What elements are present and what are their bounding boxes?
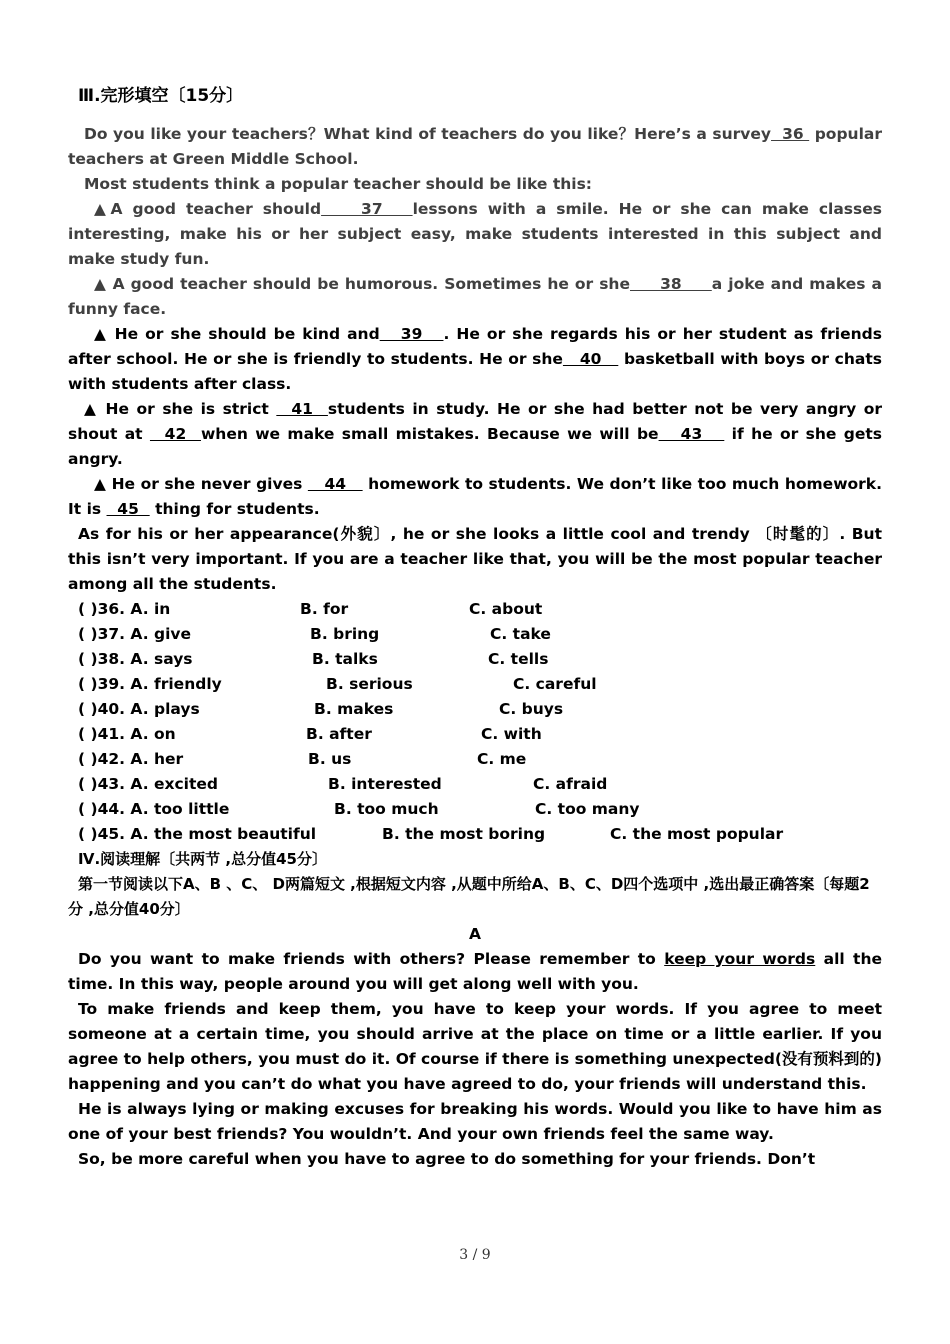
blank-38: 38: [629, 275, 712, 293]
blank-37: 37: [321, 200, 413, 218]
blank-39: 39: [379, 325, 444, 343]
cloze-bullet-3: ▲ He or she should be kind and 39 . He or she regards his or her student as friends after school. He or she is friendly to students. He or she 40 basketball with boys or chats with students after class.: [68, 325, 882, 393]
question-42: ( )42. A. her B. us C. me: [78, 750, 527, 768]
passage-a-paragraph-3: He is always lying or making excuses for breaking his words. Would you like to have him as one of your best friends? You wouldn’t. And your own friends feel the same way.: [68, 1100, 882, 1143]
blank-41: 41: [276, 400, 328, 418]
cloze-closing: As for his or her appearance(外貌〕, he or she looks a little cool and trendy 〔时髦的〕. But this isn’t very important. If you are a teacher like that, you will be the most popular teacher among all the students.: [68, 525, 882, 593]
cloze-intro: Do you like your teachers？What kind of teachers do you like？Here’s a survey 36 popular teachers at Green Middle School.: [68, 125, 882, 168]
blank-44: 44: [307, 475, 363, 493]
cloze-bullet-2: ▲ A good teacher should be humorous. Sometimes he or she 38 a joke and makes a funny face.: [68, 275, 882, 318]
question-36: ( )36. A. in B. for C. about: [78, 600, 543, 618]
question-options: [68, 597, 882, 847]
blank-36: 36: [771, 125, 810, 143]
passage-a-paragraph-1: Do you want to make friends with others? Please remember to keep your words all the time. In this way, people around you will get along well with you.: [68, 950, 883, 993]
cloze-bullet-4: ▲ He or she is strict 41 students in study. He or she had better not be very angry or shout at 42 when we make small mistakes. Because we will be 43 if he or she gets angry.: [68, 400, 883, 468]
section-4-instruction: 第一节阅读以下A、B 、C、 D两篇短文 ,根据短文内容 ,从题中所给A、B、C、D四个选项中 ,选出最正确答案〔每题2分 ,总分值40分〕: [68, 875, 870, 918]
passage-label: A: [469, 925, 481, 943]
cloze-bullet-1: ▲A good teacher should 37 lessons with a smile. He or she can make classes interesting, make his or her subject easy, make students interested in this subject and make study fun.: [68, 200, 882, 268]
question-45: ( )45. A. the most beautiful B. the most boring C. the most popular: [78, 825, 784, 843]
underlined-phrase: keep your words: [664, 950, 816, 968]
blank-40: 40: [562, 350, 619, 368]
question-43: ( )43. A. excited B. interested C. afraid: [78, 775, 608, 793]
blank-42: 42: [149, 425, 201, 443]
question-37: ( )37. A. give B. bring C. take: [78, 625, 551, 643]
cloze-bullet-5: ▲ He or she never gives 44 homework to students. We don’t like too much homework. It is 45 thing for students.: [68, 475, 882, 518]
question-41: ( )41. A. on B. after C. with: [78, 725, 542, 743]
blank-43: 43: [658, 425, 725, 443]
page-number: 3 / 9: [459, 1247, 491, 1263]
cloze-intro-2: Most students think a popular teacher should be like this:: [84, 175, 593, 193]
passage-a-paragraph-2: To make friends and keep them, you have to keep your words. If you agree to meet someone at a certain time, you should arrive at the place on time or a little earlier. If you agree to help others, you must do it. Of course if there is something unexpected(没有预料到的) happening and you can’t do what you have agreed to do, your friends will understand this.: [68, 1000, 882, 1093]
section-4-title: Ⅳ.阅读理解〔共两节 ,总分值45分〕: [78, 850, 327, 868]
document-page: [68, 80, 882, 1172]
blank-45: 45: [106, 500, 150, 518]
question-40: ( )40. A. plays B. makes C. buys: [78, 700, 564, 718]
question-38: ( )38. A. says B. talks C. tells: [78, 650, 549, 668]
question-39: ( )39. A. friendly B. serious C. careful: [78, 675, 597, 693]
section-3-title: Ⅲ.完形填空〔15分〕: [78, 86, 244, 106]
question-44: ( )44. A. too little B. too much C. too many: [78, 800, 640, 818]
passage-a-paragraph-4: So, be more careful when you have to agree to do something for your friends. Don’t: [78, 1150, 816, 1168]
